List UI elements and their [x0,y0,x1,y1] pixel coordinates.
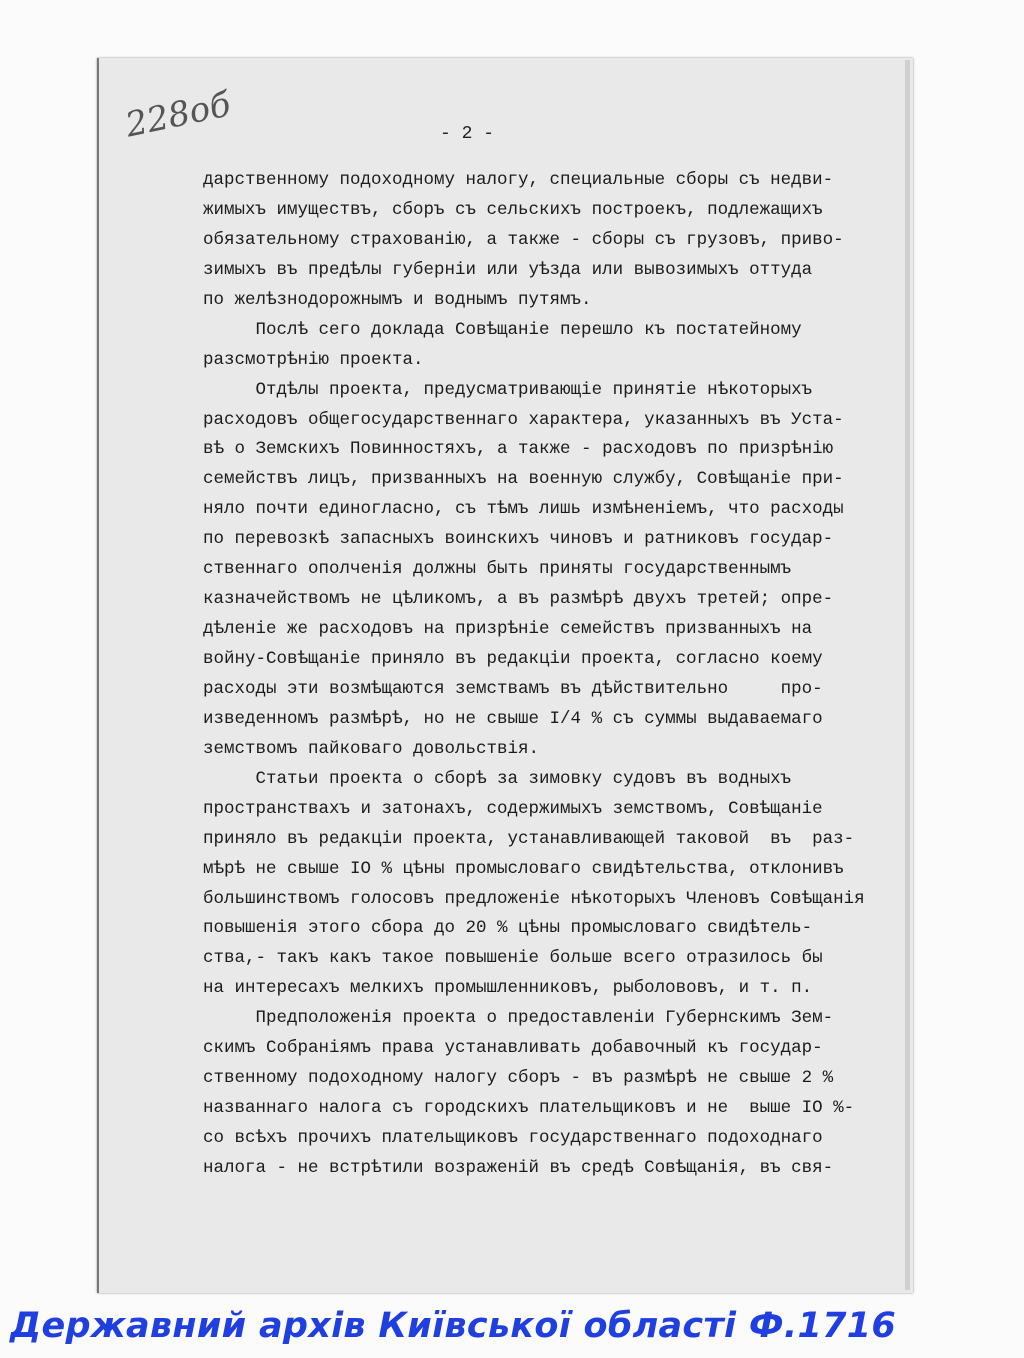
text-line: названнаго налога съ городскихъ плательщиковъ и не выше IO %- [203,1098,855,1119]
text-line: со всѣхъ прочихъ плательщиковъ государственнаго подоходнаго [203,1128,823,1148]
text-line: зимыхъ въ предѣлы губерніи или уѣзда или вывозимыхъ оттуда [203,259,813,280]
text-line: расходы эти возмѣщаются земствамъ въ дѣйствительно про- [203,678,823,699]
text-line: на интересахъ мелкихъ промышленниковъ, рыболововъ, и т. п. [203,978,813,999]
text-line: Отдѣлы проекта, предусматривающіе принятіе нѣкоторыхъ [203,379,813,400]
archive-caption: Державний архів Київської області Ф.1716 [10,1306,897,1346]
text-line: дарственному подоходному налогу, специальные сборы съ недви- [203,170,834,190]
text-line: земствомъ пайковаго довольствія. [203,738,540,759]
text-line: большинствомъ голосовъ предложеніе нѣкоторыхъ Членовъ Совѣщанія [203,888,865,909]
text-line: изведенномъ размѣрѣ, но не свыше I/4 % съ суммы выдаваемаго [203,708,823,729]
text-line: жимыхъ имуществъ, сборъ съ сельскихъ построекъ, подлежащихъ [203,199,823,220]
text-line: разсмотрѣнію проекта. [203,349,424,370]
text-line: по желѣзнодорожнымъ и воднымъ путямъ. [203,289,592,310]
text-line: Предположенія проекта о предоставленіи Губернскимъ Зем- [203,1008,834,1029]
text-line: дѣленіе же расходовъ на призрѣніе семействъ призванныхъ на [203,619,813,640]
text-line: казначействомъ не цѣликомъ, а въ размѣрѣ двухъ третей; опре- [203,589,834,610]
text-line: повышенія этого сбора до 20 % цѣны промысловаго свидѣтель- [203,918,813,939]
text-line: налога - не встрѣтили возраженій въ средѣ Совѣщанія, въ свя- [203,1157,834,1178]
text-line: войну-Совѣщаніе приняло въ редакціи проекта, согласно коему [203,649,823,669]
text-line: Статьи проекта о сборѣ за зимовку судовъ въ водныхъ [203,768,792,789]
text-line: пространствахъ и затонахъ, содержимыхъ земствомъ, Совѣщаніе [203,798,823,819]
document-body [203,166,865,1184]
text-line: расходовъ общегосударственнаго характера, указанныхъ въ Уста- [203,409,844,430]
text-line: обязательному страхованію, а также - сборы съ грузовъ, приво- [203,229,844,250]
text-line: ственному подоходному налогу сборъ - въ размѣрѣ не свыше 2 % [203,1068,834,1089]
text-line: вѣ о Земскихъ Повинностяхъ, а также - расходовъ по призрѣнію [203,439,834,460]
text-line: приняло въ редакціи проекта, устанавливающей таковой въ раз- [203,828,855,849]
text-line: няло почти единогласно, съ тѣмъ лишь измѣненіемъ, что расходы [203,499,844,520]
text-line: по перевозкѣ запасныхъ воинскихъ чиновъ и ратниковъ государ- [203,529,834,550]
text-line: мѣрѣ не свыше IO % цѣны промысловаго свидѣтельства, отклонивъ [203,858,844,879]
text-line: скимъ Собраніямъ права устанавливать добавочный къ государ- [203,1038,823,1059]
text-line: Послѣ сего доклада Совѣщаніе перешло къ постатейному [203,319,802,340]
text-line: семействъ лицъ, призванныхъ на военную службу, Совѣщаніе при- [203,469,844,490]
text-line: ства,- такъ какъ такое повышеніе больше всего отразилось бы [203,948,823,969]
page-number: - 2 - [440,124,495,144]
archive-folio-note: 228об [122,84,235,146]
text-line: ственнаго ополченія должны быть приняты государственнымъ [203,559,792,580]
page-edge [905,60,910,1290]
